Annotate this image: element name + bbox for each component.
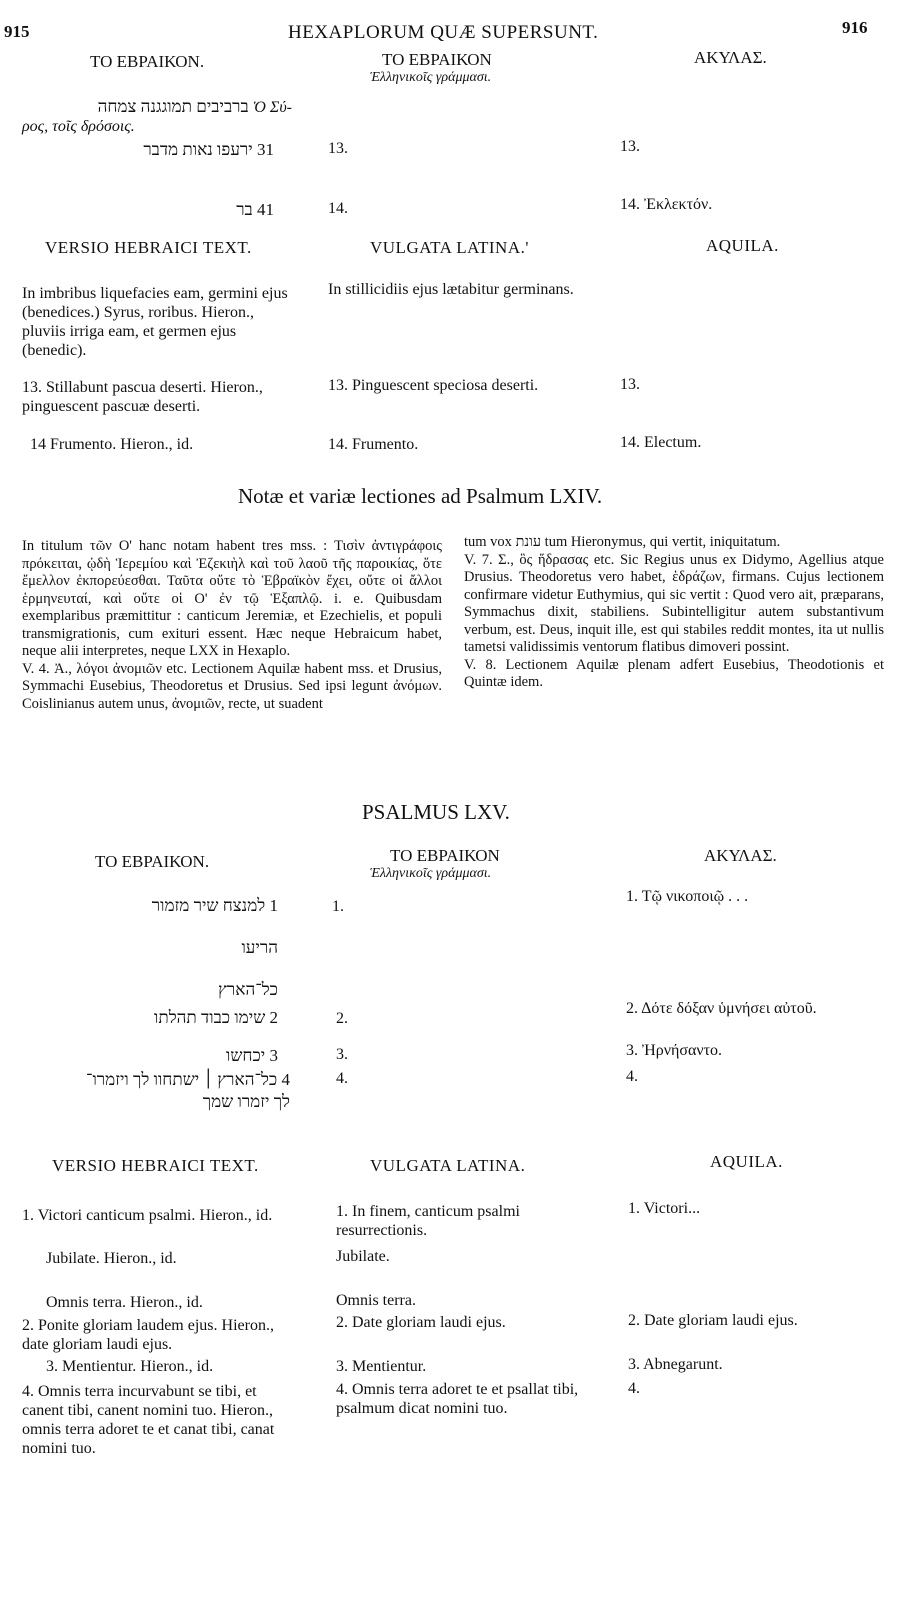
left-folio: 915 <box>4 22 30 41</box>
right-folio: 916 <box>842 18 868 37</box>
vulgata-verse-14: 14. Frumento. <box>328 436 419 453</box>
psalm-hebrew-verse-4: 4 כל־הארץ ׀ ישתחוו לך ויזמרו־ <box>85 1070 290 1089</box>
psalm-vulgata-omnis-terra: Omnis terra. <box>336 1292 416 1309</box>
psalm-vulgata-verse-4: 4. Omnis terra adoret te et psallat tibi, psalmum dicat nomini tuo. <box>336 1381 579 1417</box>
psalm-versio-verse-1: 1. Victori canticum psalmi. Hieron., id. <box>22 1207 273 1224</box>
psalm-hebrew-verse-4b: לך יזמרו שמך <box>202 1092 290 1111</box>
psalm-aquila-verse-4: 4. <box>628 1380 640 1397</box>
psalm-vulgata-jubilate: Jubilate. <box>336 1248 390 1265</box>
psalm-col-heading-vulgata: VULGATA LATINA. <box>370 1156 526 1175</box>
versio-verse-12: In imbribus liquefacies eam, germini ejus (benedices.) Syrus, roribus. Hieron., pluviis irriga eam, et germen ejus (benedic). <box>22 285 288 359</box>
psalm-hebrew-verse-1: 1 למנצח שיר מזמור <box>151 896 278 915</box>
psalm-versio-verse-4: 4. Omnis terra incurvabunt se tibi, et canent tibi, canent nomini tuo. Hieron., omnis terra adoret te et canat tibi, canat nomini tuo. <box>22 1383 275 1457</box>
col-heading-vulgata: VULGATA LATINA.' <box>370 238 529 257</box>
psalm-verse-4-transliteration: 4. <box>336 1070 348 1087</box>
versio-verse-13: 13. Stillabunt pascua deserti. Hieron., pinguescent pascuæ deserti. <box>22 379 263 415</box>
psalm-col-heading-hebrew-greek: ΤΟ ΕΒΡΑΙΚΟΝ <box>390 846 500 865</box>
psalm-versio-jubilate: Jubilate. Hieron., id. <box>46 1250 177 1267</box>
syrus-greek: Ὁ Σύ- <box>252 99 292 116</box>
psalm-col-heading-hebrew: ΤΟ ΕΒΡΑΙΚΟΝ. <box>95 852 210 871</box>
verse-13-aquila: 13. <box>620 138 640 155</box>
note-paragraph: V. 7. Σ., ὃς ἥδρασας etc. Sic Regius unus ex Didymo, Agellius atque Drusius. Theodoretus vero habet, ἑδράζων, firmans. Cujus lectionem confirmare videtur Euthymius, qui sic vertit : Quod vero ait, præparans, Symmachus dixit, stabiliens. Subintelligitur autem substantivum verbum, est. Deus, inquit ille, est qui stabiles reddit montes, ita ut nullis tametsi validissimis ventorum flatibus dimoveri possint. <box>464 551 884 655</box>
notes-left-column <box>22 538 442 713</box>
vulgata-verse-13: 13. Pinguescent speciosa deserti. <box>328 377 539 394</box>
psalm-aquila-verse-3: 3. Abnegarunt. <box>628 1356 723 1373</box>
col-heading-versio: VERSIO HEBRAICI TEXT. <box>45 238 252 257</box>
psalm-aquila-verse-1: 1. Victori... <box>628 1200 701 1217</box>
col-heading-aquila-greek: ΑΚΥΛΑΣ. <box>694 48 767 67</box>
col-heading-aquila: AQUILA. <box>706 236 779 255</box>
col-heading-hebrew-greek: ΤΟ ΕΒΡΑΙΚΟΝ <box>382 50 492 69</box>
note-paragraph: V. 4. Ἀ., λόγοι ἀνομιῶν etc. Lectionem Aquilæ habent mss. et Drusius, Symmachi Eusebius, Theodoretus et Drusius. Sed ipsi legunt ἀνόμων. Coislinianus autem unus, ἀνομιῶν, recte, ut suadent <box>22 660 442 712</box>
hebrew-verse-line <box>30 97 292 117</box>
note-paragraph: tum vox עונת tum Hieronymus, qui vertit, iniquitatum. <box>464 534 781 550</box>
running-title: HEXAPLORUM QUÆ SUPERSUNT. <box>288 22 599 43</box>
psalm-verse-4-aquila: 4. <box>626 1068 638 1085</box>
vulgata-verse-12: In stillicidiis ejus lætabitur germinans. <box>328 281 574 298</box>
psalm-col-subheading: Ἑλληνικοῖς γράμμασι. <box>370 866 492 881</box>
psalm-hebrew-verse-1b: הריעו <box>241 938 278 957</box>
psalm-col-heading-aquila-latin: AQUILA. <box>710 1152 783 1171</box>
psalm-vulgata-verse-2: 2. Date gloriam laudi ejus. <box>336 1314 506 1331</box>
psalm-hebrew-verse-1c: כל־הארץ <box>218 980 278 999</box>
psalm-versio-verse-2: 2. Ponite gloriam laudem ejus. Hieron., date gloriam laudi ejus. <box>22 1317 274 1353</box>
aquila-verse-14: 14. Electum. <box>620 434 702 451</box>
hebrew-verse-13: 13 ירעפו נאות מדבר <box>143 140 274 159</box>
psalm-col-heading-aquila: ΑΚΥΛΑΣ. <box>704 846 777 865</box>
psalm-hebrew-verse-2: 2 שימו כבוד תהלתו <box>153 1008 278 1027</box>
psalm-verse-1-transliteration: 1. <box>332 898 344 915</box>
note-paragraph: V. 8. Lectionem Aquilæ plenam adfert Eusebius, Theodotionis et Quintæ idem. <box>464 656 884 690</box>
notes-right-column <box>464 534 884 692</box>
psalm-aquila-verse-2: 2. Date gloriam laudi ejus. <box>628 1312 798 1329</box>
psalm-hebrew-verse-3: 3 יכחשו <box>226 1046 278 1065</box>
aquila-verse-13: 13. <box>620 376 640 393</box>
psalm-versio-verse-3: 3. Mentientur. Hieron., id. <box>46 1358 214 1375</box>
psalm-verse-3-transliteration: 3. <box>336 1046 348 1063</box>
verse-14-aquila: 14. Ἐκλεκτόν. <box>620 196 713 213</box>
psalm-verse-3-aquila: 3. Ἠρνήσαντο. <box>626 1042 723 1059</box>
psalm-verse-2-aquila: 2. Δότε δόξαν ὑμνήσει αὐτοῦ. <box>626 1000 817 1017</box>
versio-verse-14: 14 Frumento. Hieron., id. <box>30 436 194 453</box>
col-heading-hebrew: ΤΟ ΕΒΡΑΙΚΟΝ. <box>90 52 205 71</box>
psalm-col-heading-versio: VERSIO HEBRAICI TEXT. <box>52 1156 259 1175</box>
hebrew-verse-14: 14 בר <box>236 200 274 219</box>
verse-13-transliteration: 13. <box>328 140 348 157</box>
psalm-title: PSALMUS LXV. <box>362 800 510 824</box>
hebrew-text: ברביבים תמוגגנה צמחה <box>97 97 249 116</box>
psalm-vulgata-verse-3: 3. Mentientur. <box>336 1358 427 1375</box>
syrus-greek-continuation: ρος, τοῖς δρόσοις. <box>22 118 135 135</box>
verse-14-transliteration: 14. <box>328 200 348 217</box>
psalm-verse-1-aquila: 1. Τῷ νικοποιῷ . . . <box>626 888 749 905</box>
psalm-verse-2-transliteration: 2. <box>336 1010 348 1027</box>
psalm-versio-omnis-terra: Omnis terra. Hieron., id. <box>46 1294 203 1311</box>
notes-title: Notæ et variæ lectiones ad Psalmum LXIV. <box>238 484 603 508</box>
psalm-vulgata-verse-1: 1. In finem, canticum psalmi resurrectionis. <box>336 1203 520 1239</box>
note-paragraph: In titulum τῶν Ο' hanc notam habent tres mss. : Τισὶν ἀντιγράφοις πρόκειται, ᾠδὴ Ἱερεμίου καὶ Ἐζεκιὴλ καὶ τοῦ λαοῦ τῆς παροικίας, ὅτε ἔμελλον ἐκπορεύεσθαι. Ταῦτα οὔτε τὸ Ἑβραϊκὸν ἔχει, οὔτε οἱ ἄλλοι ἑρμηνευταί, καὶ οὔτε οἱ Ο' ἐν τῷ Ἑξαπλῷ. i. e. Quibusdam exemplaribus præmittitur : canticum Jeremiæ, et Ezechielis, et populi transmigrationis, cum exituri essent. Hæc neque Hebraicum habet, neque alii interpretes, neque LXX in Hexaplo. <box>22 538 442 659</box>
col-subheading-greek-letters: Ἑλληνικοῖς γράμμασι. <box>370 70 492 85</box>
